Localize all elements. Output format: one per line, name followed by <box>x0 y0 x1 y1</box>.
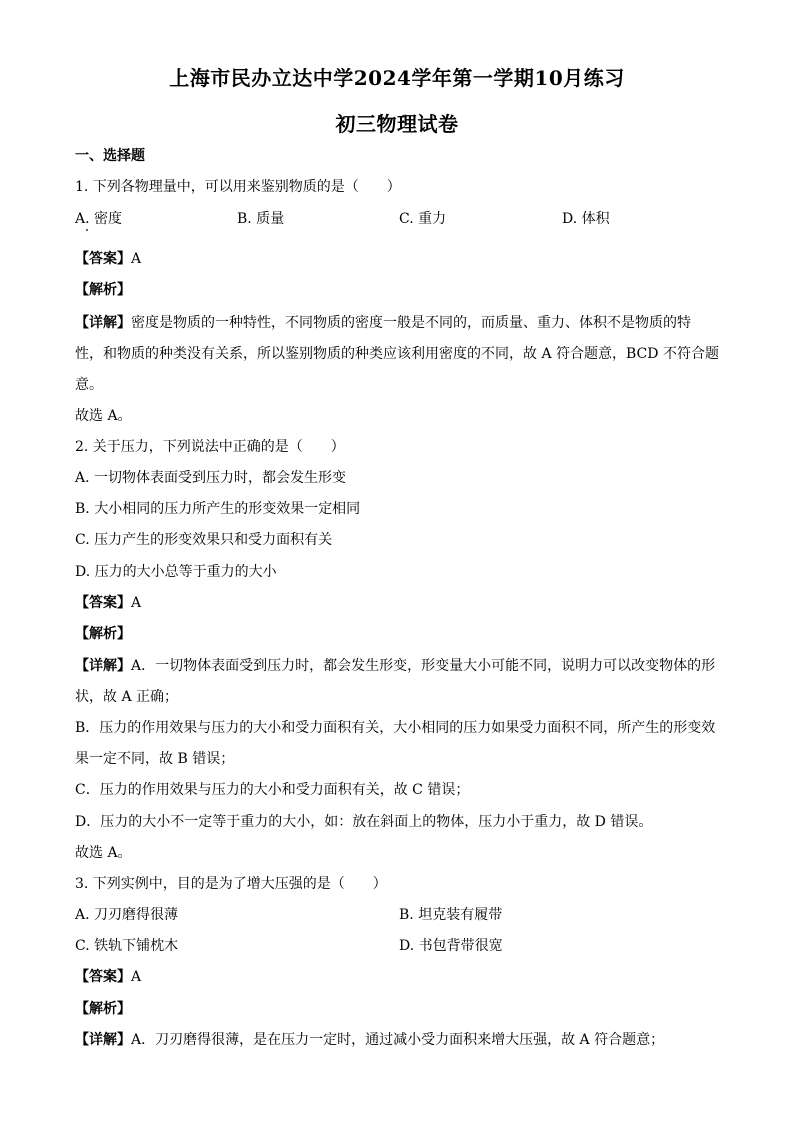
section-heading: 一、选择题 <box>75 148 145 164</box>
q2-option-d: D. 压力的大小总等于重力的大小 <box>75 564 277 580</box>
q2-detail-line-1 <box>75 656 725 676</box>
q2-option-a: A. 一切物体表面受到压力时，都会发生形变 <box>75 470 347 486</box>
q2-detail-line-3: B．压力的作用效果与压力的大小和受力面积有关，大小相同的压力如果受力面积不同，所产生的形变效 <box>75 720 716 736</box>
q1-detail-line-1 <box>75 313 725 333</box>
q3-option-b: B. 坦克装有履带 <box>399 907 503 923</box>
q2-analysis-tag: 【解析】 <box>75 626 131 642</box>
question-1-stem: 1. 下列各物理量中，可以用来鉴别物质的是（ ） <box>75 179 401 195</box>
q3-option-a: A. 刀刃磨得很薄 <box>75 907 179 923</box>
detail-tag: 【详解】 <box>75 658 131 674</box>
q2-detail-line-4: 果一定不同，故 B 错误； <box>75 751 235 767</box>
detail-tag: 【详解】 <box>75 1032 131 1048</box>
detail-tag: 【详解】 <box>75 315 131 331</box>
answer-value: A <box>131 595 142 611</box>
q2-detail-line-6: D．压力的大小不一定等于重力的大小，如：放在斜面上的物体，压力小于重力，故 D 错误。 <box>75 814 653 830</box>
q3-option-c: C. 铁轨下铺枕木 <box>75 938 179 954</box>
q1-option-a: A. 密度 <box>75 211 123 227</box>
detail-text: 密度是物质的一种特性，不同物质的密度一般是不同的，而质量、重力、体积不是物质的特 <box>131 315 691 331</box>
q3-analysis-tag: 【解析】 <box>75 1001 131 1017</box>
stray-mark <box>86 229 88 231</box>
answer-tag: 【答案】 <box>75 595 131 611</box>
q1-option-b: B. 质量 <box>237 211 285 227</box>
q3-detail-line-1 <box>75 1030 725 1050</box>
q1-conclusion: 故选 A。 <box>75 408 132 424</box>
answer-tag: 【答案】 <box>75 251 131 267</box>
q1-option-d: D. 体积 <box>562 211 610 227</box>
q2-detail-line-5: C．压力的作用效果与压力的大小和受力面积有关，故 C 错误； <box>75 782 470 798</box>
answer-value: A <box>131 251 142 267</box>
q1-detail-line-3: 意。 <box>75 377 103 393</box>
q1-analysis-tag: 【解析】 <box>75 282 131 298</box>
document-subtitle: 初三物理试卷 <box>335 112 459 136</box>
q2-conclusion: 故选 A。 <box>75 845 132 861</box>
q1-answer <box>75 249 725 269</box>
q2-option-c: C. 压力产生的形变效果只和受力面积有关 <box>75 532 333 548</box>
question-2-stem: 2. 关于压力，下列说法中正确的是（ ） <box>75 439 345 455</box>
document-title: 上海市民办立达中学2024学年第一学期10月练习 <box>169 66 625 90</box>
answer-value: A <box>131 969 142 985</box>
detail-text: A．一切物体表面受到压力时，都会发生形变，形变量大小可能不同，说明力可以改变物体的形 <box>131 658 716 674</box>
q3-option-d: D. 书包背带很宽 <box>399 938 503 954</box>
q2-detail-line-2: 状，故 A 正确； <box>75 689 179 705</box>
q1-option-c: C. 重力 <box>399 211 447 227</box>
detail-text: A．刀刃磨得很薄，是在压力一定时，通过减小受力面积来增大压强，故 A 符合题意； <box>131 1032 665 1048</box>
q2-option-b: B. 大小相同的压力所产生的形变效果一定相同 <box>75 501 361 517</box>
question-3-stem: 3. 下列实例中，目的是为了增大压强的是（ ） <box>75 876 387 892</box>
q2-answer <box>75 593 725 613</box>
q1-detail-line-2: 性，和物质的种类没有关系，所以鉴别物质的种类应该利用密度的不同，故 A 符合题意，BCD 不符合题 <box>75 346 719 362</box>
q3-answer <box>75 967 725 987</box>
answer-tag: 【答案】 <box>75 969 131 985</box>
